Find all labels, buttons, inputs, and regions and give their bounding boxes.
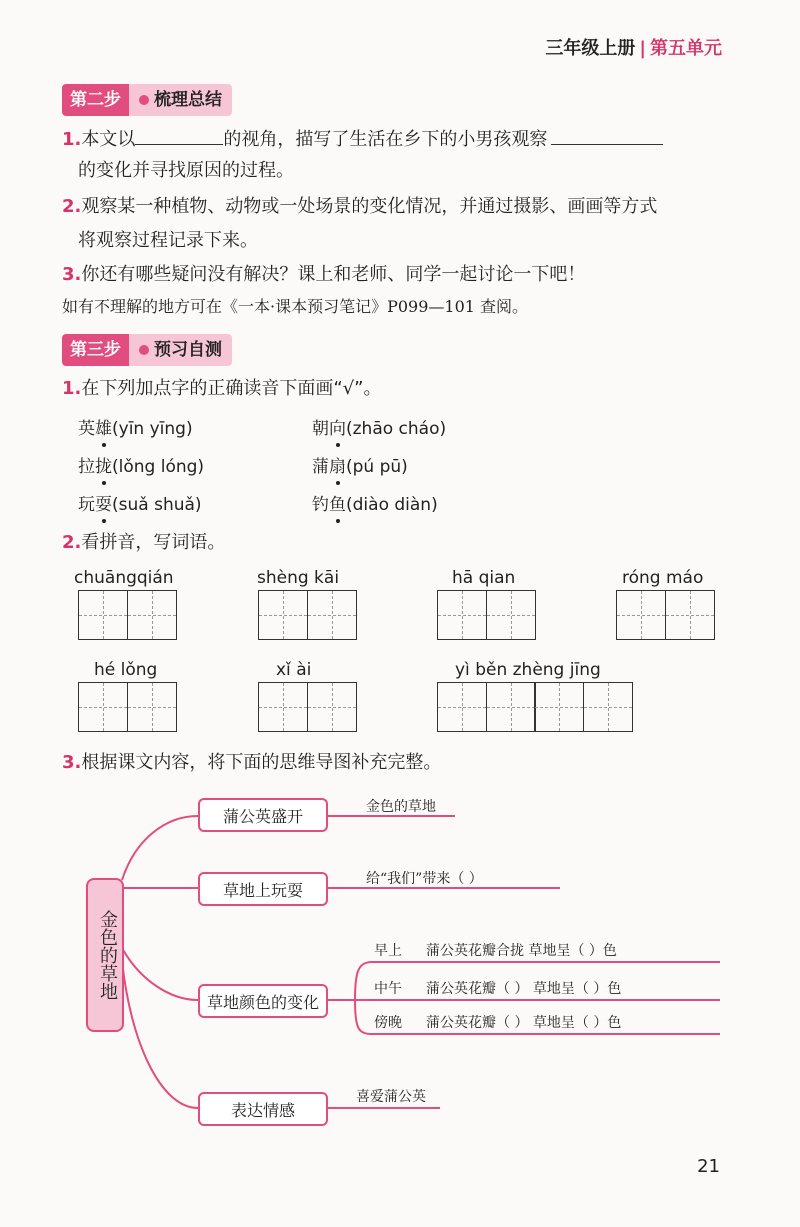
page-number: 21 bbox=[697, 1156, 720, 1177]
pinyin-options[interactable]: (pú pū) bbox=[346, 457, 408, 477]
step2-label: 第二步 bbox=[62, 84, 129, 116]
pinyin-label: chuāngqián bbox=[74, 568, 174, 588]
dotted-char: 拢 bbox=[95, 452, 112, 477]
step3-title: 预习自测 bbox=[154, 340, 222, 360]
pinyin-label: hā qian bbox=[452, 568, 516, 588]
dotted-char: 向 bbox=[329, 414, 346, 439]
item-number: 2. bbox=[62, 532, 82, 553]
pinyin-options[interactable]: (zhāo cháo) bbox=[346, 419, 447, 439]
mindmap-branch: 蒲公英盛开 bbox=[198, 798, 328, 832]
dotted-char: 耍 bbox=[95, 490, 112, 515]
step2-title: 梳理总结 bbox=[154, 90, 222, 110]
dotted-char: 雄 bbox=[95, 414, 112, 439]
branch-detail: 金色的草地 bbox=[366, 799, 436, 815]
reference-note: 如有不理解的地方可在《一本·课本预习笔记》P099—101 查阅。 bbox=[62, 297, 529, 316]
item-text: 在下列加点字的正确读音下面画“√”。 bbox=[81, 378, 382, 399]
step3-label: 第三步 bbox=[62, 334, 129, 366]
pinyin-options[interactable]: (suǎ shuǎ) bbox=[112, 495, 202, 515]
branch-detail: 喜爱蒲公英 bbox=[356, 1089, 426, 1105]
item-text: 的视角，描写了生活在乡下的小男孩观察 bbox=[223, 129, 548, 150]
word-item: 蒲扇(pú pū) bbox=[312, 452, 408, 477]
dotted-char: 扇 bbox=[329, 452, 346, 477]
mindmap-center: 金色的草地 bbox=[86, 878, 124, 1032]
pinyin-options[interactable]: (diào diàn) bbox=[346, 495, 438, 515]
item-text: 你还有哪些疑问没有解决？课上和老师、同学一起讨论一下吧！ bbox=[81, 264, 586, 285]
pinyin-label: róng máo bbox=[622, 568, 704, 588]
change-detail[interactable]: 蒲公英花瓣（ ） 草地呈（ ）色 bbox=[426, 981, 622, 997]
word-item: 玩耍(suǎ shuǎ) bbox=[78, 490, 202, 515]
item-number: 1. bbox=[62, 129, 82, 150]
unit-label: 第五单元 bbox=[650, 38, 722, 59]
item-number: 3. bbox=[62, 264, 82, 285]
change-detail[interactable]: 蒲公英花瓣（ ） 草地呈（ ）色 bbox=[426, 1015, 622, 1031]
change-time: 早上 bbox=[374, 943, 402, 959]
item-number: 2. bbox=[62, 196, 82, 217]
pinyin-label: hé lǒng bbox=[94, 660, 158, 680]
mindmap-branch: 草地颜色的变化 bbox=[198, 984, 328, 1018]
item-text: 根据课文内容，将下面的思维导图补充完整。 bbox=[81, 752, 442, 773]
pinyin-label: shèng kāi bbox=[257, 568, 340, 588]
item-text: 本文以 bbox=[81, 129, 136, 150]
pinyin-label: xǐ ài bbox=[276, 660, 312, 680]
word-item: 英雄(yīn yīng) bbox=[78, 414, 193, 439]
item-text: 看拼音，写词语。 bbox=[81, 532, 226, 553]
word-item: 拉拢(lǒng lóng) bbox=[78, 452, 204, 477]
mindmap-branch: 草地上玩耍 bbox=[198, 872, 328, 906]
word-item: 朝向(zhāo cháo) bbox=[312, 414, 446, 439]
grade-label: 三年级上册 bbox=[545, 38, 636, 59]
item-text: 观察某一种植物、动物或一处场景的变化情况，并通过摄影、画画等方式 bbox=[81, 196, 658, 217]
word-item: 钓鱼(diào diàn) bbox=[312, 490, 438, 515]
change-detail[interactable]: 蒲公英花瓣合拢 草地呈（ ）色 bbox=[426, 943, 617, 959]
step2-item-2-cont: 将观察过程记录下来。 bbox=[78, 230, 258, 251]
pinyin-options[interactable]: (yīn yīng) bbox=[112, 419, 193, 439]
mindmap-branch: 表达情感 bbox=[198, 1092, 328, 1126]
item-number: 3. bbox=[62, 752, 82, 773]
change-time: 中午 bbox=[374, 981, 402, 997]
change-time: 傍晚 bbox=[374, 1015, 402, 1031]
dotted-char: 鱼 bbox=[329, 490, 346, 515]
branch-detail[interactable]: 给“我们”带来（ ） bbox=[366, 871, 483, 887]
step2-item-1-cont: 的变化并寻找原因的过程。 bbox=[78, 160, 294, 181]
item-number: 1. bbox=[62, 378, 82, 399]
header-separator: | bbox=[639, 38, 646, 59]
pinyin-options[interactable]: (lǒng lóng) bbox=[112, 457, 205, 477]
pinyin-label: yì běn zhèng jīng bbox=[455, 660, 601, 680]
